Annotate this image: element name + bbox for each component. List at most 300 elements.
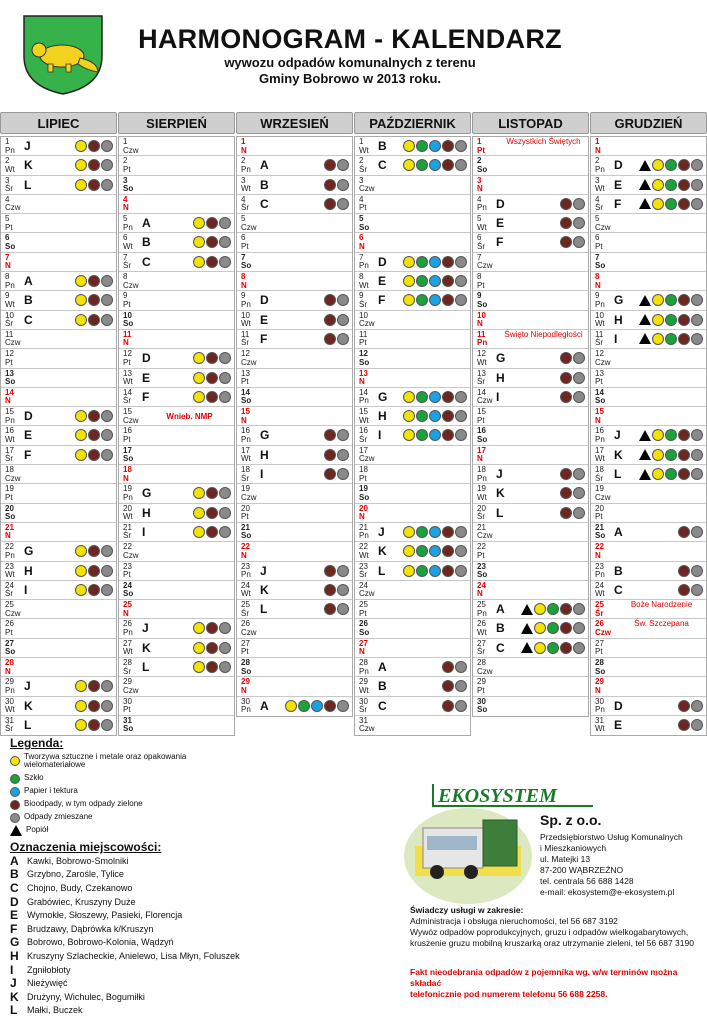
day-number <box>123 678 143 695</box>
waste-dot-icon <box>88 565 100 577</box>
day-row <box>1 716 116 735</box>
day-weekday: Czw <box>477 261 493 271</box>
day-row <box>1 156 116 175</box>
day-weekday: Czw <box>359 319 375 329</box>
day-row <box>355 523 470 542</box>
day-weekday: Pt <box>5 627 13 637</box>
services-line-1: Administracja i obsługa nieruchomości, tel 56 687 3192 <box>410 916 618 926</box>
day-number <box>359 350 379 367</box>
day-row <box>1 233 116 252</box>
day-weekday: Pn <box>595 299 605 309</box>
day-weekday: Wt <box>359 415 369 425</box>
day-number <box>359 601 379 618</box>
day-date: 1 <box>5 137 10 146</box>
place-letter: J <box>10 976 17 991</box>
day-row <box>591 600 706 619</box>
day-number <box>359 466 379 483</box>
waste-dot-icon <box>403 545 415 557</box>
day-number <box>5 601 25 618</box>
day-row <box>355 253 470 272</box>
waste-dot-icon <box>429 526 441 538</box>
day-row <box>237 137 352 156</box>
waste-dot-icon <box>206 236 218 248</box>
waste-markers <box>403 410 467 422</box>
day-date: 29 <box>595 677 604 687</box>
waste-dot-icon <box>678 333 690 345</box>
waste-dot-icon <box>219 526 231 538</box>
day-number <box>123 408 143 425</box>
waste-dot-icon <box>101 410 113 422</box>
waste-dot-icon <box>324 584 336 596</box>
waste-markers <box>324 333 349 345</box>
day-number <box>359 620 379 637</box>
waste-dot-icon <box>665 429 677 441</box>
day-number <box>123 659 143 676</box>
waste-markers <box>639 449 703 461</box>
waste-dot-icon <box>88 314 100 326</box>
waste-dot-icon <box>455 545 467 557</box>
waste-dot-icon <box>219 507 231 519</box>
waste-dot-icon <box>573 391 585 403</box>
day-row <box>1 137 116 156</box>
day-date: 11 <box>359 329 368 339</box>
locality-letter: C <box>378 158 387 173</box>
day-row <box>237 176 352 195</box>
day-date: 11 <box>5 329 14 339</box>
day-date: 23 <box>123 561 132 571</box>
day-row <box>355 407 470 426</box>
locality-letter: F <box>24 447 32 462</box>
day-number <box>359 138 379 155</box>
locality-letter: C <box>496 640 505 655</box>
locality-letter: L <box>24 717 32 732</box>
waste-dot-icon <box>75 294 87 306</box>
locality-letter: A <box>260 158 269 173</box>
day-number <box>359 177 379 194</box>
day-date: 19 <box>5 484 14 494</box>
company-line-1: Przedsiębiorstwo Usług Komunalnych <box>540 832 683 842</box>
locality-letter: A <box>142 216 151 231</box>
legend-item <box>10 811 390 824</box>
day-number <box>241 465 264 483</box>
day-number <box>477 601 497 618</box>
day-weekday: So <box>595 261 606 271</box>
waste-dot-icon <box>678 526 690 538</box>
day-row <box>237 523 352 542</box>
day-weekday: So <box>359 222 370 232</box>
waste-dot-icon <box>337 468 349 480</box>
day-date: 9 <box>595 291 600 301</box>
day-date: 16 <box>123 426 132 436</box>
subtitle-line-1: wywozu odpadów komunalnych z terenu <box>224 55 476 70</box>
day-weekday: Pn <box>595 705 605 715</box>
waste-dot-icon <box>416 526 428 538</box>
waste-markers <box>403 526 467 538</box>
place-letter: A <box>10 853 19 868</box>
day-weekday: N <box>595 550 601 560</box>
waste-markers <box>639 333 703 345</box>
day-date: 28 <box>359 658 368 668</box>
day-date: 2 <box>5 156 10 166</box>
day-row <box>473 677 588 696</box>
locality-letter: L <box>24 177 32 192</box>
day-weekday: Pn <box>241 705 251 715</box>
day-row <box>355 619 470 638</box>
day-row <box>1 272 116 291</box>
waste-dot-icon <box>442 700 454 712</box>
waste-dot-icon <box>429 429 441 441</box>
day-number <box>359 659 379 676</box>
page-title: HARMONOGRAM - KALENDARZ <box>138 24 562 54</box>
day-date: 22 <box>477 542 486 552</box>
waste-dot-icon <box>206 642 218 654</box>
day-row <box>119 330 234 349</box>
day-weekday: So <box>241 666 252 676</box>
waste-markers <box>403 565 467 577</box>
day-row <box>473 619 588 638</box>
waste-markers <box>560 391 585 403</box>
day-row <box>119 504 234 523</box>
day-row <box>1 291 116 310</box>
day-row <box>473 523 588 542</box>
waste-markers <box>403 159 467 171</box>
day-number <box>359 563 379 580</box>
waste-dot-icon <box>193 217 205 229</box>
waste-dot-icon <box>403 429 415 441</box>
header <box>110 24 590 87</box>
day-weekday: Pt <box>359 203 367 213</box>
day-row <box>591 214 706 233</box>
locality-letter: I <box>142 524 146 539</box>
day-number <box>477 485 497 502</box>
locality-letter: J <box>614 428 621 443</box>
day-row <box>473 484 588 503</box>
waste-dot-icon <box>206 507 218 519</box>
waste-markers <box>403 275 467 287</box>
day-row <box>1 465 116 484</box>
day-weekday: Pn <box>359 666 369 676</box>
day-number <box>595 196 615 213</box>
waste-dot-icon <box>416 410 428 422</box>
holiday-note: Wnieb. NMP <box>166 412 213 422</box>
day-weekday: Wt <box>359 685 369 695</box>
day-date: 14 <box>123 387 132 397</box>
waste-markers <box>678 584 703 596</box>
waste-dot-icon <box>324 294 336 306</box>
day-date: 4 <box>123 194 128 204</box>
locality-letter: F <box>260 331 268 346</box>
complaint-line-2: telefonicznie pod numerem telefonu 56 688 2258. <box>410 989 608 999</box>
day-row <box>119 349 234 368</box>
ash-triangle-icon <box>10 825 22 836</box>
waste-dot-icon <box>691 429 703 441</box>
locality-letter: L <box>378 563 386 578</box>
waste-markers <box>678 526 703 538</box>
waste-dot-icon <box>429 256 441 268</box>
day-row <box>355 176 470 195</box>
day-weekday: So <box>123 589 134 599</box>
day-row <box>473 137 588 156</box>
place-names: Kawki, Bobrowo-Smolniki <box>27 855 129 866</box>
day-date: 30 <box>123 696 132 706</box>
waste-dot-icon <box>101 140 113 152</box>
calendar <box>0 112 707 736</box>
day-weekday: Wt <box>5 299 15 309</box>
ash-triangle-icon <box>639 160 651 171</box>
waste-markers <box>75 294 113 306</box>
day-number <box>5 563 25 580</box>
waste-dot-icon <box>75 179 87 191</box>
day-row <box>473 465 588 484</box>
day-weekday: Pt <box>359 338 367 348</box>
day-number <box>5 196 25 213</box>
place-letter: E <box>10 908 19 923</box>
waste-dot-icon <box>416 159 428 171</box>
waste-dot-icon <box>324 429 336 441</box>
day-weekday: Śr <box>359 570 367 580</box>
day-weekday: Śr <box>5 589 13 599</box>
locality-letter: A <box>260 698 269 713</box>
place-letter: L <box>10 1003 18 1018</box>
day-row <box>591 542 706 561</box>
waste-dot-icon <box>560 198 572 210</box>
place-item <box>10 868 390 882</box>
waste-markers <box>75 449 113 461</box>
day-weekday: Czw <box>241 627 257 637</box>
locality-letter: K <box>24 698 33 713</box>
waste-dot-icon <box>88 545 100 557</box>
day-weekday: Pn <box>5 280 15 290</box>
place-names: Grabówiec, Kruszyny Duże <box>27 896 136 907</box>
waste-dot-icon <box>88 294 100 306</box>
day-weekday: N <box>477 454 483 464</box>
waste-markers <box>285 700 349 712</box>
locality-letter: H <box>142 505 151 520</box>
waste-dot-icon <box>88 140 100 152</box>
day-date: 14 <box>241 387 250 397</box>
day-number <box>595 620 615 637</box>
waste-dot-icon <box>678 159 690 171</box>
day-date: 10 <box>477 310 486 320</box>
complaint-note <box>410 967 700 1000</box>
month-header: WRZESIEŃ <box>236 112 353 134</box>
day-number <box>123 698 143 715</box>
waste-dot-icon <box>324 565 336 577</box>
month-column <box>590 112 707 736</box>
day-date: 24 <box>477 580 486 590</box>
waste-dot-icon <box>442 256 454 268</box>
month-days <box>354 136 471 736</box>
waste-dot-icon <box>206 526 218 538</box>
day-row <box>1 388 116 407</box>
day-number <box>477 447 497 464</box>
day-weekday: Wt <box>241 589 251 599</box>
day-number <box>123 370 143 387</box>
day-number <box>595 273 615 290</box>
day-row <box>237 195 352 214</box>
waste-markers <box>75 545 113 557</box>
day-date: 27 <box>123 638 132 648</box>
day-weekday: Wt <box>123 647 133 657</box>
day-row <box>473 562 588 581</box>
day-date: 23 <box>5 561 14 571</box>
waste-markers <box>193 217 231 229</box>
day-number <box>241 678 261 695</box>
day-row <box>355 156 470 175</box>
waste-dot-icon <box>691 179 703 191</box>
day-weekday: Pt <box>241 647 249 657</box>
waste-dot-icon <box>337 565 349 577</box>
day-weekday: N <box>595 145 601 155</box>
day-number <box>477 524 497 541</box>
waste-dot-icon <box>429 545 441 557</box>
waste-dot-icon <box>88 410 100 422</box>
waste-dot-icon <box>429 294 441 306</box>
locality-letter: F <box>614 196 622 211</box>
waste-markers <box>193 391 231 403</box>
day-number <box>595 389 615 406</box>
day-weekday: Wt <box>123 512 133 522</box>
waste-markers <box>75 179 113 191</box>
locality-letter: E <box>614 177 623 192</box>
day-row <box>591 349 706 368</box>
day-number <box>595 505 615 522</box>
day-date: 8 <box>595 272 600 282</box>
day-weekday: Pn <box>477 338 488 348</box>
day-row <box>591 291 706 310</box>
locality-letter: E <box>378 274 387 289</box>
day-weekday: Wt <box>595 184 605 194</box>
day-row <box>473 253 588 272</box>
waste-dot-icon <box>403 159 415 171</box>
company-phone: tel. centrala 56 688 1428 <box>540 876 634 886</box>
day-row <box>355 542 470 561</box>
day-row <box>1 311 116 330</box>
day-number <box>477 138 497 155</box>
day-number <box>241 254 261 271</box>
locality-letter: I <box>378 428 382 443</box>
day-number <box>595 138 615 155</box>
day-weekday: Pn <box>123 627 133 637</box>
day-row <box>591 523 706 542</box>
waste-dot-icon <box>560 487 572 499</box>
place-names: Drużyny, Wichulec, Bogumiłki <box>27 991 145 1002</box>
waste-markers <box>324 198 349 210</box>
day-weekday: N <box>359 512 365 522</box>
day-row <box>591 388 706 407</box>
waste-dot-icon <box>88 584 100 596</box>
day-row <box>355 330 470 349</box>
day-row <box>355 581 470 600</box>
day-row <box>591 658 706 677</box>
place-letter: F <box>10 921 18 936</box>
waste-dot-icon <box>88 719 100 731</box>
day-row <box>591 639 706 658</box>
waste-dot-icon <box>429 275 441 287</box>
day-number <box>123 273 143 290</box>
month-header: PAŹDZIERNIK <box>354 112 471 134</box>
day-row <box>1 581 116 600</box>
day-weekday: So <box>477 570 488 580</box>
waste-markers <box>521 622 585 634</box>
day-date: 31 <box>595 715 604 725</box>
waste-dot-icon <box>652 159 664 171</box>
day-date: 13 <box>5 368 14 378</box>
waste-dot-icon <box>665 314 677 326</box>
day-weekday: Pt <box>123 299 131 309</box>
waste-dot-icon <box>337 159 349 171</box>
day-number <box>477 312 497 329</box>
day-date: 25 <box>477 600 486 610</box>
day-date: 14 <box>595 387 604 397</box>
day-weekday: Wt <box>123 241 133 251</box>
day-weekday: Pt <box>477 145 485 155</box>
waste-markers <box>560 507 585 519</box>
waste-dot-icon <box>455 159 467 171</box>
day-number <box>123 485 143 502</box>
day-number <box>359 312 379 329</box>
day-number <box>477 563 497 580</box>
day-row <box>473 311 588 330</box>
waste-dot-icon <box>665 468 677 480</box>
ash-triangle-icon <box>639 198 651 209</box>
waste-dot-icon <box>652 314 664 326</box>
day-weekday: So <box>359 492 370 502</box>
day-row <box>473 388 588 407</box>
day-weekday: Czw <box>359 724 375 734</box>
day-number <box>5 138 25 155</box>
waste-markers <box>560 487 585 499</box>
day-date: 22 <box>241 542 250 552</box>
waste-dot-icon <box>678 314 690 326</box>
day-date: 2 <box>477 156 482 166</box>
day-row <box>473 446 588 465</box>
day-number <box>477 254 497 271</box>
waste-dot-icon <box>416 140 428 152</box>
day-weekday: Czw <box>123 550 139 560</box>
day-date: 9 <box>241 291 246 301</box>
day-date: 29 <box>241 677 250 687</box>
waste-dot-icon <box>442 429 454 441</box>
day-weekday: Wt <box>5 164 15 174</box>
waste-dot-icon <box>298 700 310 712</box>
legend <box>10 736 390 1017</box>
day-weekday: Śr <box>359 434 367 444</box>
locality-letter: J <box>260 563 267 578</box>
day-number <box>5 640 25 657</box>
day-date: 23 <box>477 561 486 571</box>
waste-dot-icon <box>573 603 585 615</box>
day-number <box>477 157 497 174</box>
day-weekday: So <box>477 164 488 174</box>
waste-dot-icon <box>652 468 664 480</box>
day-row <box>1 426 116 445</box>
day-date: 30 <box>5 696 14 706</box>
waste-dot-icon <box>442 410 454 422</box>
day-row <box>355 484 470 503</box>
day-row <box>1 253 116 272</box>
waste-markers <box>193 372 231 384</box>
day-number <box>241 563 261 580</box>
day-weekday: Wt <box>359 145 369 155</box>
day-date: 20 <box>359 503 368 513</box>
day-date: 19 <box>359 484 368 494</box>
waste-dot-icon <box>678 700 690 712</box>
day-row <box>237 600 352 619</box>
day-date: 16 <box>5 426 14 436</box>
waste-dot-icon <box>678 429 690 441</box>
day-date: 11 <box>595 329 604 339</box>
